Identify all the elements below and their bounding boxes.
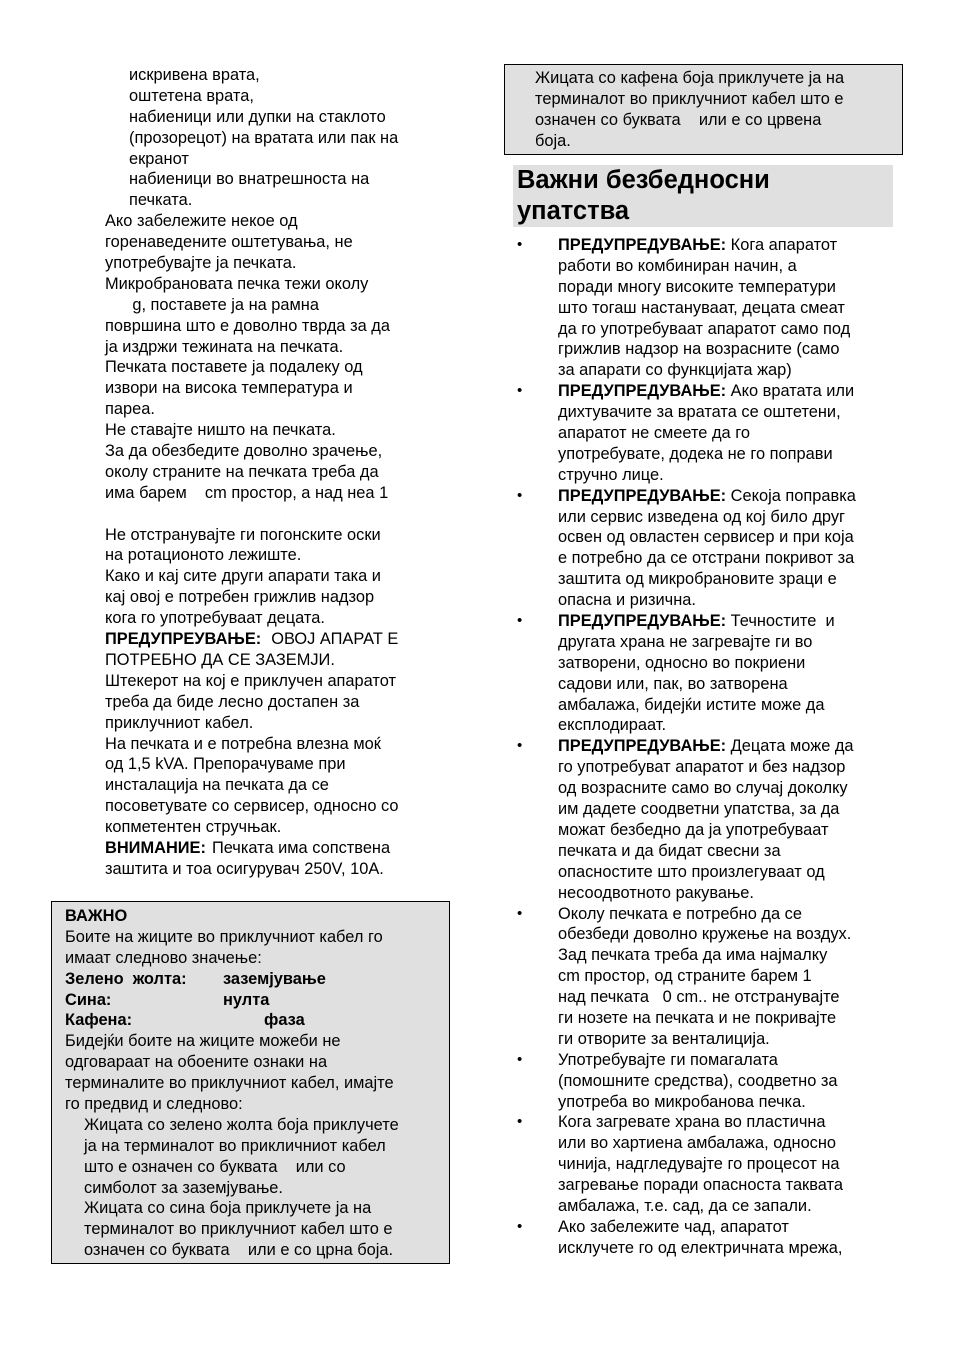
safety-item-text: Околу печката е потребно да се	[558, 904, 802, 923]
text-line: апаратот не смеете да го	[558, 424, 750, 443]
text-line: употребувате, додека не го поправи	[558, 444, 833, 463]
text-line: амбалажа, т.е. сад, да се запали.	[558, 1196, 812, 1215]
text-line: поради многу високите температури	[558, 277, 836, 296]
bullet-icon: •	[517, 236, 523, 253]
text-line: им дадете соодветни упатства, за да	[558, 800, 840, 819]
text-line: опасностите што произлегуваат од	[558, 862, 825, 881]
text-line: Жицата со кафена боја приклучете ја на	[535, 69, 845, 87]
text-line: cm простор, од страните барем 1	[558, 967, 812, 986]
text-line: несоодвотното ракување.	[558, 883, 754, 902]
text-line: копметентен стручњак.	[105, 818, 282, 837]
text-line: означен со буквата или е со црна боја.	[84, 1241, 394, 1260]
warning-label: ПРЕДУПРЕДУВАЊЕ:	[558, 612, 727, 631]
safety-item-text: Употребувајте ги помагалата	[558, 1050, 778, 1069]
safety-heading-line-1: Важни безбедносни	[517, 166, 770, 194]
warning-line-text: ОВОЈ АПАРАТ Е	[271, 630, 399, 649]
attention-line-text: Печката има сопствена	[211, 838, 391, 857]
bullet-icon: •	[517, 737, 523, 755]
safety-item-text: Ако вратата или	[730, 382, 855, 401]
bullet-icon: •	[517, 1050, 523, 1068]
text-line: Не отстранувајте ги погонските оски	[105, 525, 381, 544]
text-line: исклучете го од електричната мрежа,	[558, 1238, 843, 1257]
safety-list	[513, 235, 903, 1259]
attention-line	[105, 838, 450, 859]
wire-meaning: заземјување	[223, 969, 326, 988]
text-line: дихтувачите за вратата се оштетени,	[558, 403, 841, 422]
safety-list-item	[513, 1112, 903, 1216]
text-line: површина што е доволно тврда за да	[105, 316, 390, 335]
wire-row	[65, 990, 449, 1011]
text-line: посоветувате со сервисер, односно со	[105, 797, 399, 816]
safety-item-first-line	[558, 1217, 903, 1238]
text-line: што е означен со буквата или со	[84, 1157, 346, 1176]
text-line: ПОТРЕБНО ДА СЕ ЗАЗЕМЈИ.	[105, 650, 335, 669]
safety-item-first-line	[558, 1112, 903, 1133]
text-line: затворени, односно во покриени	[558, 653, 806, 672]
text-line: имаат следново значење:	[65, 948, 262, 967]
safety-item-first-line	[558, 1050, 903, 1071]
text-line: набиеници во внатрешноста на	[129, 170, 370, 189]
bullet-icon: •	[517, 612, 523, 630]
text-line: грижлив надзор на возрасните (само	[558, 340, 840, 359]
safety-list-item	[513, 381, 903, 485]
text-line: опасна и ризична.	[558, 591, 696, 610]
text-line: ја на терминалот во прикличниот кабел	[84, 1136, 386, 1155]
text-line: чинија, надгледувајте го процесот на	[558, 1155, 840, 1174]
safety-heading	[513, 165, 893, 227]
text-line: Штекерот на кој е приклучен апаратот	[105, 671, 397, 690]
safety-list-item	[513, 1217, 903, 1259]
wire-color: Кафена:	[65, 1011, 133, 1030]
safety-list-item	[513, 904, 903, 1050]
text-line: од 1,5 kVA. Препорачуваме при	[105, 755, 346, 774]
text-line: треба да биде лесно достапен за	[105, 692, 360, 711]
text-line: извори на висока температура и	[105, 379, 353, 398]
text-line: За да обезбедите доволно зрачење,	[105, 442, 383, 461]
warning-label: ПРЕДУПРЕДУВАЊЕ:	[558, 382, 727, 401]
text-line: инсталација на печката да се	[105, 776, 329, 795]
text-line: ја издржи тежината на печката.	[105, 337, 344, 356]
text-line: можат безбедно да ја употребуваат	[558, 820, 829, 839]
text-line: садови или, пак, во затворена	[558, 674, 788, 693]
text-line: екранот	[129, 149, 189, 168]
safety-list-item	[513, 1050, 903, 1113]
important-title: ВАЖНО	[65, 907, 128, 925]
text-line: да го употребуваат апаратот само под	[558, 319, 851, 338]
text-line: Како и кај сите други апарати така и	[105, 567, 381, 586]
warning-label: ПРЕДУПРЕДУВАЊЕ:	[558, 236, 727, 254]
text-line: загревање поради опасноста таквата	[558, 1176, 843, 1195]
text-line: терминалите во приклучниот кабел, имајте	[65, 1074, 394, 1093]
bullet-icon: •	[517, 382, 523, 400]
left-column	[105, 65, 450, 880]
wire-meaning: нулта	[223, 990, 270, 1009]
wire-meaning: фаза	[264, 1011, 305, 1030]
safety-heading-line-2: упатства	[517, 197, 630, 225]
important-box	[51, 901, 450, 1264]
text-line: Бидејќи боите на жиците можеби не	[65, 1032, 341, 1051]
text-line: заштита од микробрановите зраци е	[558, 570, 837, 589]
text-line: за апарати со функцијата жар)	[558, 361, 792, 380]
text-line: Зад печката треба да има најмалку	[558, 946, 828, 965]
text-line: (помошните средства), соодветно за	[558, 1071, 838, 1090]
safety-item-first-line	[558, 904, 903, 925]
text-line: искривена врата,	[129, 66, 260, 84]
text-line: набиеници или дупки на стаклото	[129, 107, 386, 126]
text-line: Печката поставете ја подалеку од	[105, 358, 363, 377]
text-line: е потребно да се отстрани покривот за	[558, 549, 855, 568]
text-line: печката.	[129, 191, 193, 210]
bullet-icon: •	[517, 1113, 523, 1131]
text-line: ги нозете на печката и не покривајте	[558, 1008, 837, 1027]
text-line: што тогаш настануваат, децата смеат	[558, 298, 845, 317]
safety-item-first-line	[558, 611, 903, 632]
safety-list-item	[513, 486, 903, 611]
text-line: стручно лице.	[558, 465, 664, 484]
text-line: над печката 0 cm.. не отстранувајте	[558, 988, 840, 1007]
text-line: боја.	[535, 131, 571, 150]
text-line: На печката и е потребна влезна моќ	[105, 734, 381, 753]
safety-item-text: Течностите и	[730, 612, 835, 631]
text-line: обезбеди доволно кружење на воздух.	[558, 925, 852, 944]
text-line: терминалот во приклучниот кабел што е	[535, 89, 844, 108]
safety-list-item	[513, 736, 903, 903]
warning-line-label: ПРЕДУПРЕУВАЊЕ:	[105, 630, 262, 649]
text-line: горенаведените оштетувања, не	[105, 233, 353, 252]
wire-row	[65, 1010, 449, 1031]
safety-item-first-line	[558, 486, 903, 507]
brown-wire-box	[504, 64, 903, 155]
text-line: кај овој е потребен грижлив надзор	[105, 588, 375, 607]
text-line: околу страните на печката треба да	[105, 462, 379, 481]
text-line: работи во комбиниран начин, а	[558, 256, 797, 275]
text-line: Ако забележите некое од	[105, 212, 298, 231]
text-line: заштита и тоа осигурувач 250V, 10A.	[105, 859, 384, 878]
text-line	[105, 504, 450, 525]
safety-item-first-line	[558, 736, 903, 757]
warning-line	[105, 629, 450, 650]
text-line: симболот за заземјување.	[84, 1178, 283, 1197]
text-line: (прозорецот) на вратата или пак на	[129, 128, 399, 147]
text-line: Жицата со зелено жолта боја приклучете	[84, 1115, 399, 1134]
bullet-icon: •	[517, 904, 523, 922]
text-line: амбалажа, бидејќи истите може да	[558, 695, 825, 714]
text-line: Микробрановата печка тежи околу	[105, 274, 369, 293]
text-line: Жицата со сина боја приклучете ја на	[84, 1199, 372, 1218]
text-line: го употребуват апаратот и без надзор	[558, 758, 846, 777]
text-line: или сервис изведена од кој било друг	[558, 507, 845, 526]
wire-color: Сина:	[65, 990, 112, 1009]
text-line: кога го употребуваат децата.	[105, 609, 325, 628]
text-line: Боите на жиците во приклучниот кабел го	[65, 927, 383, 946]
text-line: освен од овластен сервисер и при која	[558, 528, 854, 547]
text-line: употребувајте ја печката.	[105, 254, 297, 273]
bullet-icon: •	[517, 486, 523, 504]
text-line: на ротационото лежиште.	[105, 546, 302, 565]
safety-item-text: Децата може да	[730, 737, 854, 756]
safety-item-text: Кога апаратот	[730, 236, 838, 254]
text-line: терминалот во приклучниот кабел што е	[84, 1220, 393, 1239]
text-line: g, поставете ја на рамна	[105, 295, 319, 314]
text-line: или во хартиена амбалажа, односно	[558, 1134, 837, 1153]
safety-list-item	[513, 611, 903, 736]
text-line: другата храна не загревајте ги во	[558, 632, 813, 651]
safety-item-text: Кога загревате храна во пластична	[558, 1113, 826, 1132]
attention-line-label: ВНИМАНИЕ:	[105, 838, 206, 857]
text-line: употреба во микробанова печка.	[558, 1092, 806, 1111]
text-line: пареа.	[105, 400, 155, 419]
text-line: ги отворите за венталиција.	[558, 1029, 770, 1048]
text-line: означен со буквата или е со црвена	[535, 110, 822, 129]
safety-item-first-line	[558, 381, 903, 402]
bullet-icon: •	[517, 1217, 523, 1235]
text-line: приклучниот кабел.	[105, 713, 254, 732]
safety-item-first-line	[558, 235, 903, 256]
safety-item-text: Ако забележите чад, апаратот	[558, 1217, 789, 1236]
text-line: печката и да бидат свесни за	[558, 841, 781, 860]
text-line: Не ставајте ништо на печката.	[105, 421, 336, 440]
safety-item-text: Секоја поправка	[730, 486, 856, 505]
wire-row	[65, 969, 449, 990]
text-line: одговараат на обоените ознаки на	[65, 1053, 328, 1072]
text-line: од возрасните само во случај доколку	[558, 779, 848, 798]
text-line: експлодираат.	[558, 716, 666, 735]
safety-list-item	[513, 235, 903, 381]
wire-color: Зелено жолта:	[65, 969, 187, 988]
warning-label: ПРЕДУПРЕДУВАЊЕ:	[558, 737, 727, 756]
text-line: има барем cm простор, а над неа 1	[105, 483, 389, 502]
text-line: го предвид и следново:	[65, 1095, 243, 1114]
warning-label: ПРЕДУПРЕДУВАЊЕ:	[558, 486, 727, 505]
text-line: оштетена врата,	[129, 86, 254, 105]
